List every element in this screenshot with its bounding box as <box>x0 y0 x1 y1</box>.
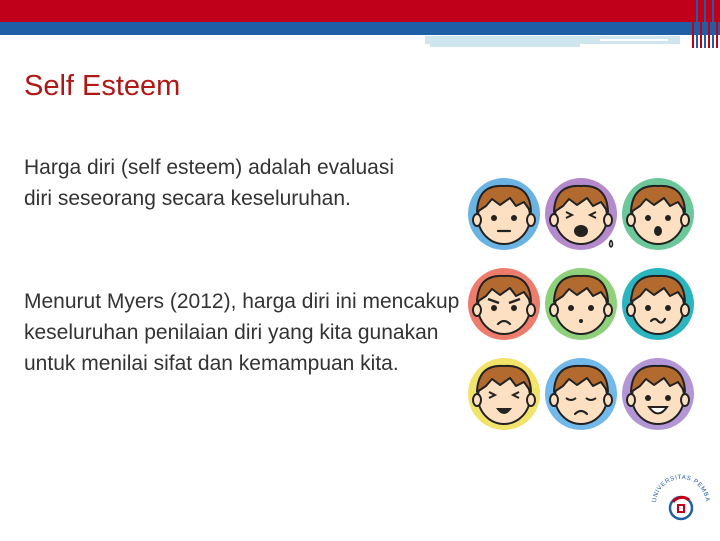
face-surprised-icon <box>622 178 694 250</box>
decorative-line <box>600 39 668 41</box>
face-angry-icon <box>468 268 540 340</box>
header-red-bar <box>0 0 720 22</box>
face-sad-icon <box>545 358 617 430</box>
university-logo <box>646 464 716 536</box>
emotion-faces-grid <box>466 172 696 438</box>
face-neutral-icon <box>468 178 540 250</box>
definition-paragraph: Harga diri (self esteem) adalah evaluasi diri seseorang secara keseluruhan. <box>24 156 395 210</box>
svg-text:UNIVERSITAS PEMBANGUNAN JAYA: UNIVERSITAS PEMBA <box>650 473 711 503</box>
face-grinning-icon <box>622 358 694 430</box>
emotion-faces-image <box>466 172 696 438</box>
header-blue-bar <box>0 22 720 35</box>
face-crying-icon <box>545 178 617 250</box>
slide-title: Self Esteem <box>24 70 181 102</box>
myers-paragraph: Menurut Myers (2012), harga diri ini mencakup keseluruhan penilaian diri yang kita gunakan untuk menilai sifat dan kemampuan kita. <box>24 290 460 375</box>
logo-emblem-icon <box>646 464 716 536</box>
decorative-line <box>430 44 580 47</box>
header-stripes <box>690 0 720 48</box>
face-laughing-icon <box>468 358 540 430</box>
face-smirk-icon <box>622 268 694 340</box>
face-blank-icon <box>545 268 617 340</box>
